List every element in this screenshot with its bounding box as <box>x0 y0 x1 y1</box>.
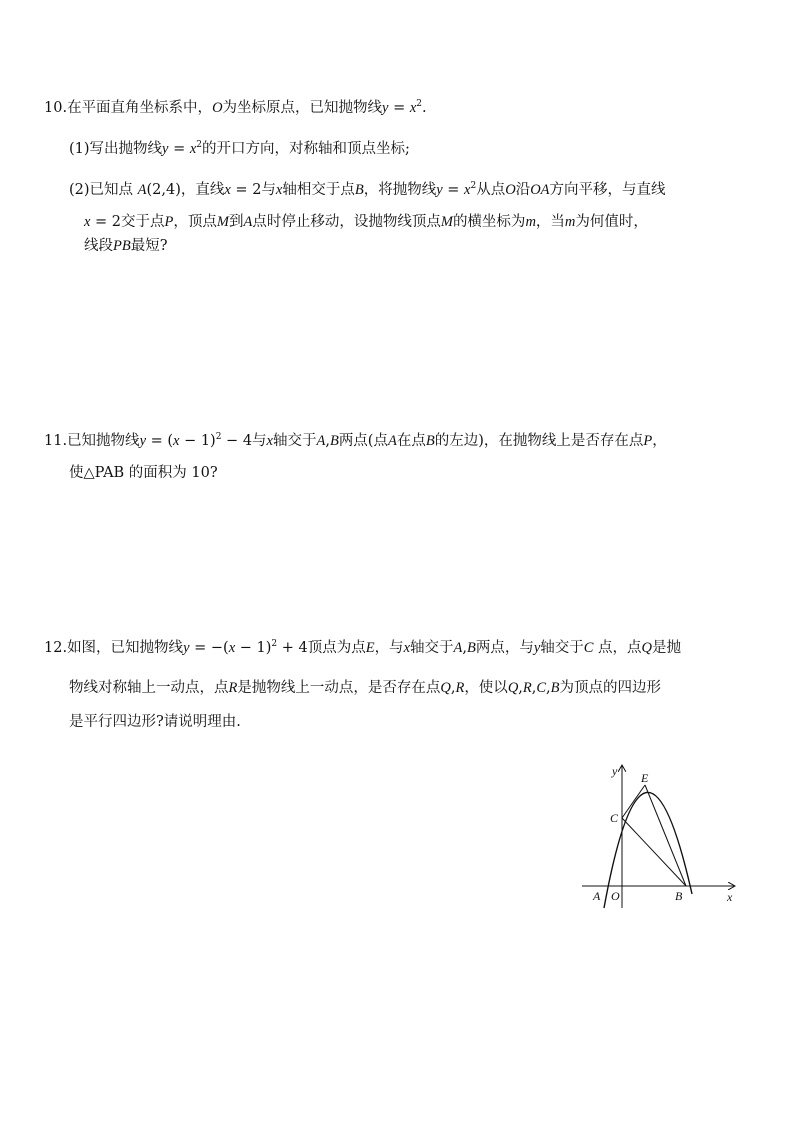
parabola-figure <box>578 758 748 917</box>
problem-12-line-3: 是平行四边形?请说明理由. <box>69 714 241 730</box>
problem-12-line-2: 物线对称轴上一动点，点R是抛物线上一动点，是否存在点Q,R，使以Q,R,C,B为顶点的四边形 <box>69 680 662 696</box>
label-A: A <box>593 889 601 903</box>
problem-10-line-1 <box>44 98 427 118</box>
segment-CB <box>622 818 686 886</box>
problem-number: 12. <box>44 640 68 656</box>
problem-10-part-2-line-2: x = 2交于点P，顶点M到A点时停止移动，设抛物线顶点M的横坐标为m，当m为何值时， <box>84 214 648 230</box>
problem-10-part-1: (1)写出抛物线$y = x^2$的开口方向，对称轴和顶点坐标; <box>69 140 410 157</box>
problem-10-part-2-line-1: (2)已知点 A(2,4)，直线x = 2与x轴相交于点B，将抛物线$y = x^2$从点O沿OA方向平移，与直线 <box>69 181 666 198</box>
problem-12-line-1: 12.如图，已知抛物线$y = -(x - 1)^2 + 4$顶点为点E，与x轴交于A,B两点，与y轴交于C 点，点Q是抛 <box>44 639 682 656</box>
segment-EB <box>645 785 686 886</box>
label-C: C <box>610 811 619 825</box>
problem-11-line-1: 11.已知抛物线$y = (x - 1)^2 - 4$与x轴交于A,B两点(点A在点B的左边)，在抛物线上是否存在点P， <box>44 432 667 449</box>
label-y: y <box>612 764 618 778</box>
problem-number: 10. <box>44 100 68 116</box>
label-E: E <box>641 771 649 785</box>
problem-number: 11. <box>44 433 68 449</box>
label-x: x <box>727 890 733 904</box>
problem-11-line-2: 使△PAB 的面积为 10? <box>69 465 218 481</box>
segment-CE <box>622 785 645 818</box>
problem-text: 在平面直角坐标系中，O为坐标原点，已知抛物线$y = x^2$. <box>67 99 427 116</box>
problem-10-part-2-line-3: 线段PB最短? <box>84 238 168 254</box>
parabola-figure-svg <box>578 758 748 913</box>
label-B: B <box>675 889 683 903</box>
label-O: O <box>611 889 620 903</box>
